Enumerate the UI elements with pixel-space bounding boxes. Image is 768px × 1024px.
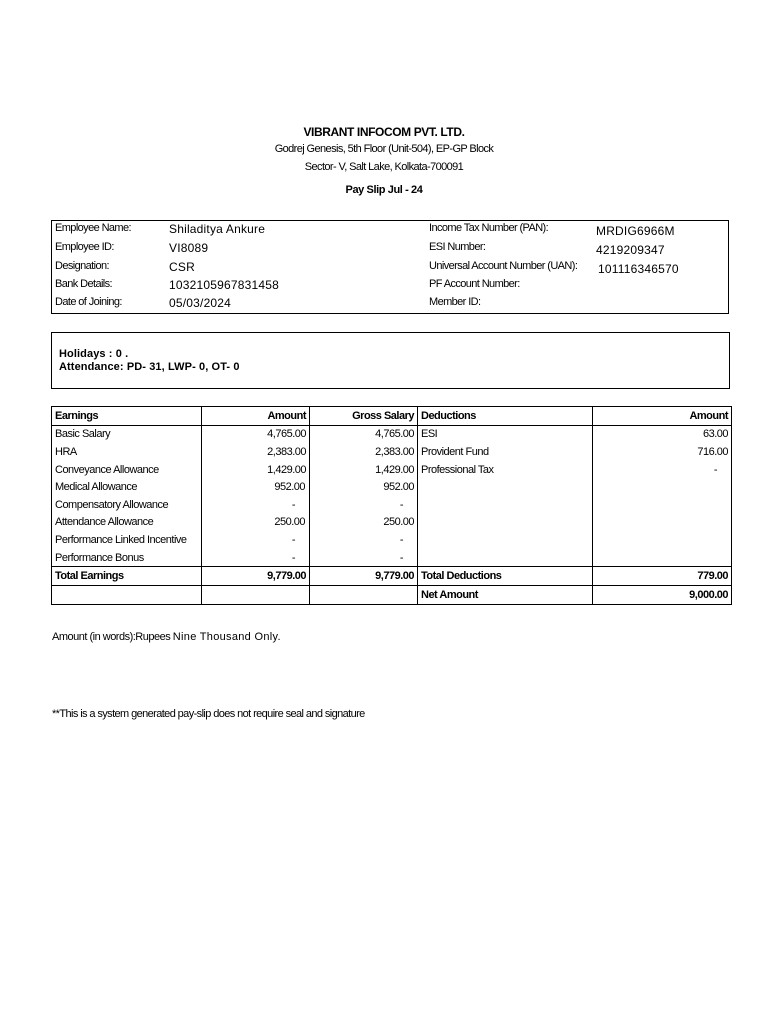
deduction-name: ESI [418, 425, 593, 443]
deduction-amount [593, 549, 732, 567]
designation-label: Designation: [55, 260, 109, 272]
earning-name: Medical Allowance [52, 478, 202, 496]
table-row [52, 531, 732, 549]
net-empty-3 [310, 585, 418, 604]
earning-gross: 952.00 [310, 478, 418, 496]
employee-row-2 [52, 241, 728, 259]
deduction-name [418, 496, 593, 514]
doj-value: 05/03/2024 [169, 296, 232, 310]
member-id-label: Member ID: [429, 296, 481, 308]
table-header-row [52, 407, 732, 426]
table-row [52, 425, 732, 443]
earning-gross: 250.00 [310, 514, 418, 532]
designation-value: CSR [169, 260, 195, 274]
deduction-amount [593, 531, 732, 549]
attendance-text: Attendance: PD- 31, LWP- 0, OT- 0 [59, 361, 240, 373]
net-empty-1 [52, 585, 202, 604]
earning-gross: 4,765.00 [310, 425, 418, 443]
employee-row-3 [52, 260, 728, 278]
amount-in-words [52, 631, 281, 643]
header-gross-salary: Gross Salary [310, 407, 418, 426]
bank-label: Bank Details: [55, 278, 113, 290]
doj-label: Date of Joining: [55, 296, 122, 308]
earning-name: Performance Bonus [52, 549, 202, 567]
deduction-amount: - [593, 461, 732, 479]
table-row [52, 461, 732, 479]
deduction-name [418, 514, 593, 532]
deduction-name: Professional Tax [418, 461, 593, 479]
total-deductions-amount: 779.00 [593, 567, 732, 586]
employee-name-label: Employee Name: [55, 222, 131, 234]
company-name: VIBRANT INFOCOM PVT. LTD. [303, 125, 465, 139]
net-amount-label: Net Amount [418, 585, 593, 604]
esi-value: 4219209347 [596, 243, 665, 257]
earning-gross: - [310, 549, 418, 567]
totals-row [52, 567, 732, 586]
employee-id-label: Employee ID: [55, 241, 114, 253]
earning-amount: 2,383.00 [202, 443, 310, 461]
deduction-name [418, 549, 593, 567]
table-row [52, 496, 732, 514]
company-address-line2: Sector- V, Salt Lake, Kolkata-700091 [304, 161, 464, 173]
deduction-amount [593, 496, 732, 514]
amount-in-words-label: Amount (in words):Rupees [52, 631, 171, 643]
net-amount-value: 9,000.00 [593, 585, 732, 604]
earning-amount: 4,765.00 [202, 425, 310, 443]
table-row [52, 443, 732, 461]
employee-row-4 [52, 278, 728, 296]
earning-gross: 1,429.00 [310, 461, 418, 479]
system-generated-note: **This is a system generated pay-slip does not require seal and signature [52, 708, 365, 720]
table-row [52, 478, 732, 496]
pan-value: MRDIG6966M [596, 224, 675, 238]
uan-label: Universal Account Number (UAN): [429, 260, 578, 272]
total-deductions-label: Total Deductions [418, 567, 593, 586]
header-amount: Amount [202, 407, 310, 426]
earnings-deductions-table [51, 406, 732, 605]
header-deductions: Deductions [418, 407, 593, 426]
total-earnings-amount: 9,779.00 [202, 567, 310, 586]
amount-in-words-value: Nine Thousand Only. [172, 631, 281, 643]
total-gross-amount: 9,779.00 [310, 567, 418, 586]
earning-gross: - [310, 531, 418, 549]
earning-name: Conveyance Allowance [52, 461, 202, 479]
holidays-text: Holidays : 0 . [59, 348, 129, 360]
payslip-title: Pay Slip Jul - 24 [345, 184, 423, 196]
deduction-name: Provident Fund [418, 443, 593, 461]
deduction-amount: 716.00 [593, 443, 732, 461]
esi-label: ESI Number: [429, 241, 486, 253]
header-earnings: Earnings [52, 407, 202, 426]
earning-name: Basic Salary [52, 425, 202, 443]
uan-value: 101116346570 [598, 262, 679, 276]
earning-gross: 2,383.00 [310, 443, 418, 461]
total-earnings-label: Total Earnings [52, 567, 202, 586]
earning-amount: 952.00 [202, 478, 310, 496]
header-deduction-amount: Amount [593, 407, 732, 426]
deduction-amount: 63.00 [593, 425, 732, 443]
table-row [52, 514, 732, 532]
employee-row-5 [52, 296, 728, 314]
earning-amount: - [202, 549, 310, 567]
table-row [52, 549, 732, 567]
net-empty-2 [202, 585, 310, 604]
pan-label: Income Tax Number (PAN): [429, 222, 549, 234]
earning-amount: 1,429.00 [202, 461, 310, 479]
earning-name: HRA [52, 443, 202, 461]
employee-row-1 [52, 222, 728, 240]
deduction-name [418, 531, 593, 549]
pf-label: PF Account Number: [429, 278, 520, 290]
earning-amount: 250.00 [202, 514, 310, 532]
attendance-box [51, 332, 730, 389]
earning-name: Attendance Allowance [52, 514, 202, 532]
earning-name: Compensatory Allowance [52, 496, 202, 514]
earning-gross: - [310, 496, 418, 514]
earning-name: Performance Linked Incentive [52, 531, 202, 549]
company-address-line1: Godrej Genesis, 5th Floor (Unit-504), EP-GP Block [274, 143, 494, 155]
earning-amount: - [202, 531, 310, 549]
payslip-header [0, 124, 768, 196]
deduction-amount [593, 478, 732, 496]
employee-id-value: VI8089 [169, 241, 209, 255]
bank-value: 1032105967831458 [169, 278, 279, 292]
deduction-amount [593, 514, 732, 532]
deduction-name [418, 478, 593, 496]
earning-amount: - [202, 496, 310, 514]
employee-details-box [51, 220, 729, 314]
employee-name-value: Shiladitya Ankure [169, 222, 266, 236]
net-amount-row [52, 585, 732, 604]
